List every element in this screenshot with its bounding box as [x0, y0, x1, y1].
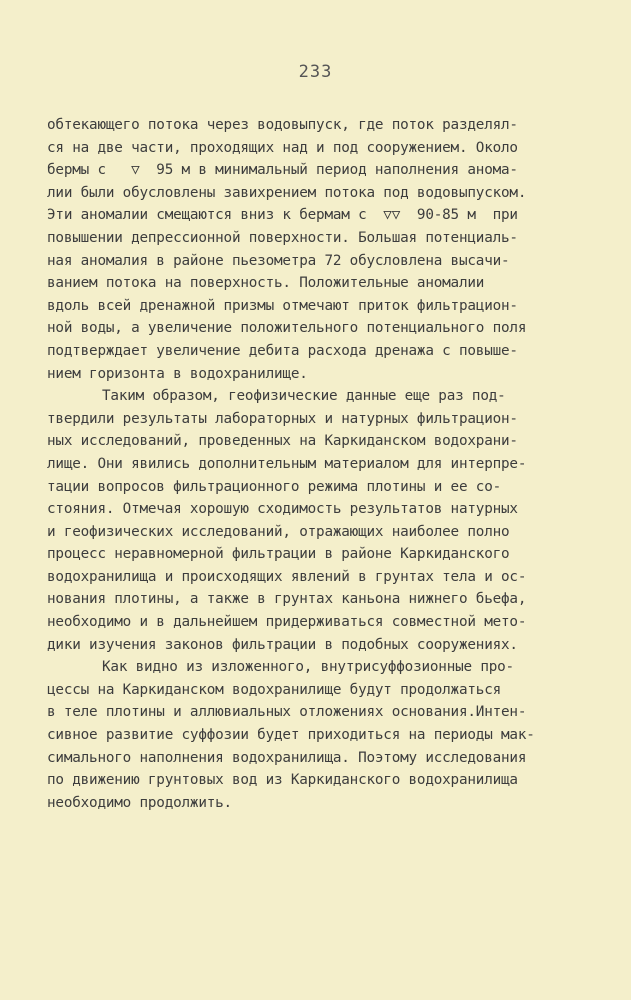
text-line: обтекающего потока через водовыпуск, где поток разделял-	[47, 117, 518, 133]
body-text	[47, 114, 607, 814]
text-line: водохранилища и происходящих явлений в грунтах тела и ос-	[47, 568, 527, 585]
text-line: по движению грунтовых вод из Каркиданского водохранилища	[47, 772, 518, 789]
text-line: нования плотины, а также в грунтах каньона нижнего бьефа,	[47, 591, 527, 608]
text-line: необходимо и в дальнейшем придерживаться совместной мето-	[47, 614, 527, 631]
text-line: нием горизонта в водохранилище.	[47, 365, 308, 382]
paragraph-first-line: Как видно из изложенного, внутрисуффозионные про-	[102, 659, 514, 676]
text-line: ная аномалия в районе пьезометра 72 обусловлена высачи-	[47, 252, 510, 269]
text-line: ванием потока на поверхность. Положительные аномалии	[47, 275, 485, 292]
text-line: Эти аномалии смещаются вниз к бермам с ▽▽ 90-85 м при	[47, 207, 518, 224]
text-line: тации вопросов фильтрационного режима плотины и ее со-	[47, 478, 502, 495]
text-line: лище. Они явились дополнительным материалом для интерпре-	[47, 455, 527, 472]
text-line: дики изучения законов фильтрации в подобных сооружениях.	[47, 636, 518, 653]
page-number: 233	[298, 62, 333, 82]
text-line: твердили результаты лабораторных и натурных фильтрацион-	[47, 410, 518, 427]
text-line: симального наполнения водохранилища. Поэтому исследования	[47, 749, 527, 766]
text-line: вдоль всей дренажной призмы отмечают приток фильтрацион-	[47, 297, 518, 314]
text-line: подтверждает увеличение дебита расхода дренажа с повыше-	[47, 342, 518, 359]
text-line: ной воды, а увеличение положительного потенциального поля	[47, 320, 527, 337]
text-line: лии были обусловлены завихрением потока под водовыпуском.	[47, 184, 527, 201]
text-line: повышении депрессионной поверхности. Большая потенциаль-	[47, 229, 518, 246]
text-line: цессы на Каркиданском водохранилище будут продолжаться	[47, 681, 502, 698]
text-line: и геофизических исследований, отражающих наиболее полно	[47, 523, 510, 540]
text-line: ных исследований, проведенных на Каркиданском водохрани-	[47, 433, 518, 450]
text-line: процесс неравномерной фильтрации в районе Каркиданского	[47, 546, 510, 563]
text-line: в теле плотины и аллювиальных отложениях основания.Интен-	[47, 704, 527, 721]
text-line: ся на две части, проходящих над и под сооружением. Около	[47, 139, 518, 156]
text-line: необходимо продолжить.	[47, 794, 232, 811]
text-line: стояния. Отмечая хорошую сходимость результатов натурных	[47, 501, 518, 518]
text-line: бермы с ▽ 95 м в минимальный период наполнения анома-	[47, 162, 518, 179]
text-line: сивное развитие суффозии будет приходиться на периоды мак-	[47, 727, 535, 744]
paragraph-first-line: Таким образом, геофизические данные еще раз под-	[102, 388, 506, 405]
